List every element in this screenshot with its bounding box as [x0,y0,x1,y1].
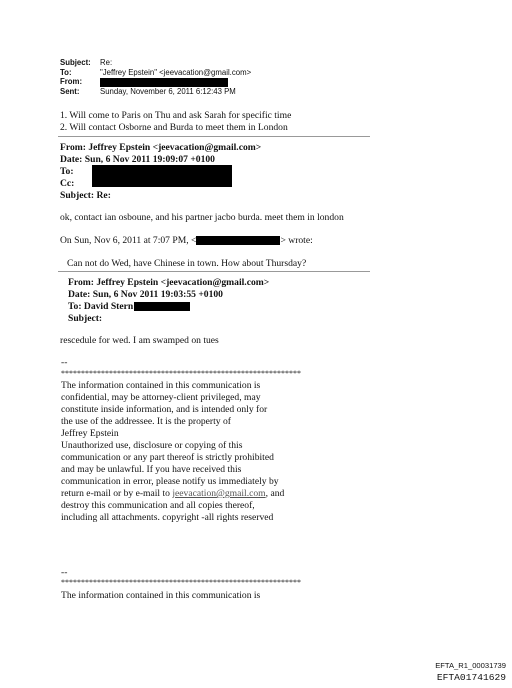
disclaimer-email-prefix: return e-mail or by e-mail to [61,488,173,499]
msg3-to: To: David Stern [68,301,134,312]
msg2-from: From: Jeffrey Epstein <jeevacation@gmail.com> [60,142,262,153]
redaction-msg2-to [92,165,232,187]
disclaimer-email-suffix: , and [265,488,285,499]
redaction-wrote-email [196,236,280,245]
redaction-from [100,78,228,87]
sent-label: Sent: [60,86,80,96]
disclaimer-dashes: -- [61,357,68,368]
msg2-subject: Subject: Re: [60,190,111,201]
divider-1 [58,136,370,137]
msg3-body: rescedule for wed. I am swamped on tues [60,335,219,346]
disclaimer-line: including all attachments. copyright -all rights reserved [61,512,274,523]
disclaimer-email-link[interactable]: jeevacation@gmail.com [172,488,266,499]
msg2-date: Date: Sun, 6 Nov 2011 19:09:07 +0100 [60,154,215,165]
footer-id-2: EFTA01741629 [436,672,506,683]
disclaimer-line: communication in error, please notify us immediately by [61,476,279,487]
disclaimer-line: Unauthorized use, disclosure or copying of this [61,440,243,451]
msg3-subject: Subject: [68,313,103,324]
msg2-to-label: To: [60,166,74,177]
footer-id-1: EFTA_R1_00031739 [435,661,506,670]
msg2-wrote-line [60,235,313,247]
disclaimer-line: communication or any part thereof is strictly prohibited [61,452,274,463]
msg2-body: ok, contact ian osboune, and his partner jacbo burda. meet them in london [60,212,344,223]
disclaimer-line: The information contained in this communication is [61,380,261,391]
disclaimer2-line: The information contained in this communication is [61,590,261,601]
disclaimer-line: the use of the addressee. It is the property of [61,416,231,427]
msg3-date: Date: Sun, 6 Nov 2011 19:03:55 +0100 [68,289,223,300]
disclaimer-line-email [61,488,284,500]
header-block [60,58,251,96]
from-label: From: [60,77,83,87]
subject-label: Subject: [60,58,91,67]
disclaimer-line: confidential, may be attorney-client privileged, may [61,392,261,403]
reply-line-1: 1. Will come to Paris on Thu and ask Sarah for specific time [60,110,292,121]
subject-value: Re: [100,58,113,67]
disclaimer-line: Jeffrey Epstein [61,428,119,439]
wrote-prefix: On Sun, Nov 6, 2011 at 7:07 PM, < [60,235,197,246]
msg3-to-line [68,301,190,313]
wrote-suffix: > wrote: [280,235,313,246]
reply-line-2: 2. Will contact Osborne and Burda to meet them in London [60,122,288,133]
disclaimer2-dashes: -- [61,567,68,578]
to-value: "Jeffrey Epstein" <jeevacation@gmail.com> [100,67,252,77]
msg3-from: From: Jeffrey Epstein <jeevacation@gmail.com> [68,277,270,288]
msg2-cc-label: Cc: [60,178,75,189]
disclaimer2-stars: ************************************************************ [61,578,301,587]
divider-2 [58,271,370,272]
redaction-msg3-to [134,302,190,311]
sent-value: Sunday, November 6, 2011 6:12:43 PM [100,86,236,96]
to-label: To: [60,67,72,77]
msg2-quoted: Can not do Wed, have Chinese in town. How about Thursday? [67,258,307,269]
disclaimer-line: and may be unlawful. If you have received this [61,464,242,475]
disclaimer-stars: ************************************************************ [61,369,301,378]
disclaimer-line: destroy this communication and all copies thereof, [61,500,255,511]
disclaimer-line: constitute inside information, and is intended only for [61,404,268,415]
